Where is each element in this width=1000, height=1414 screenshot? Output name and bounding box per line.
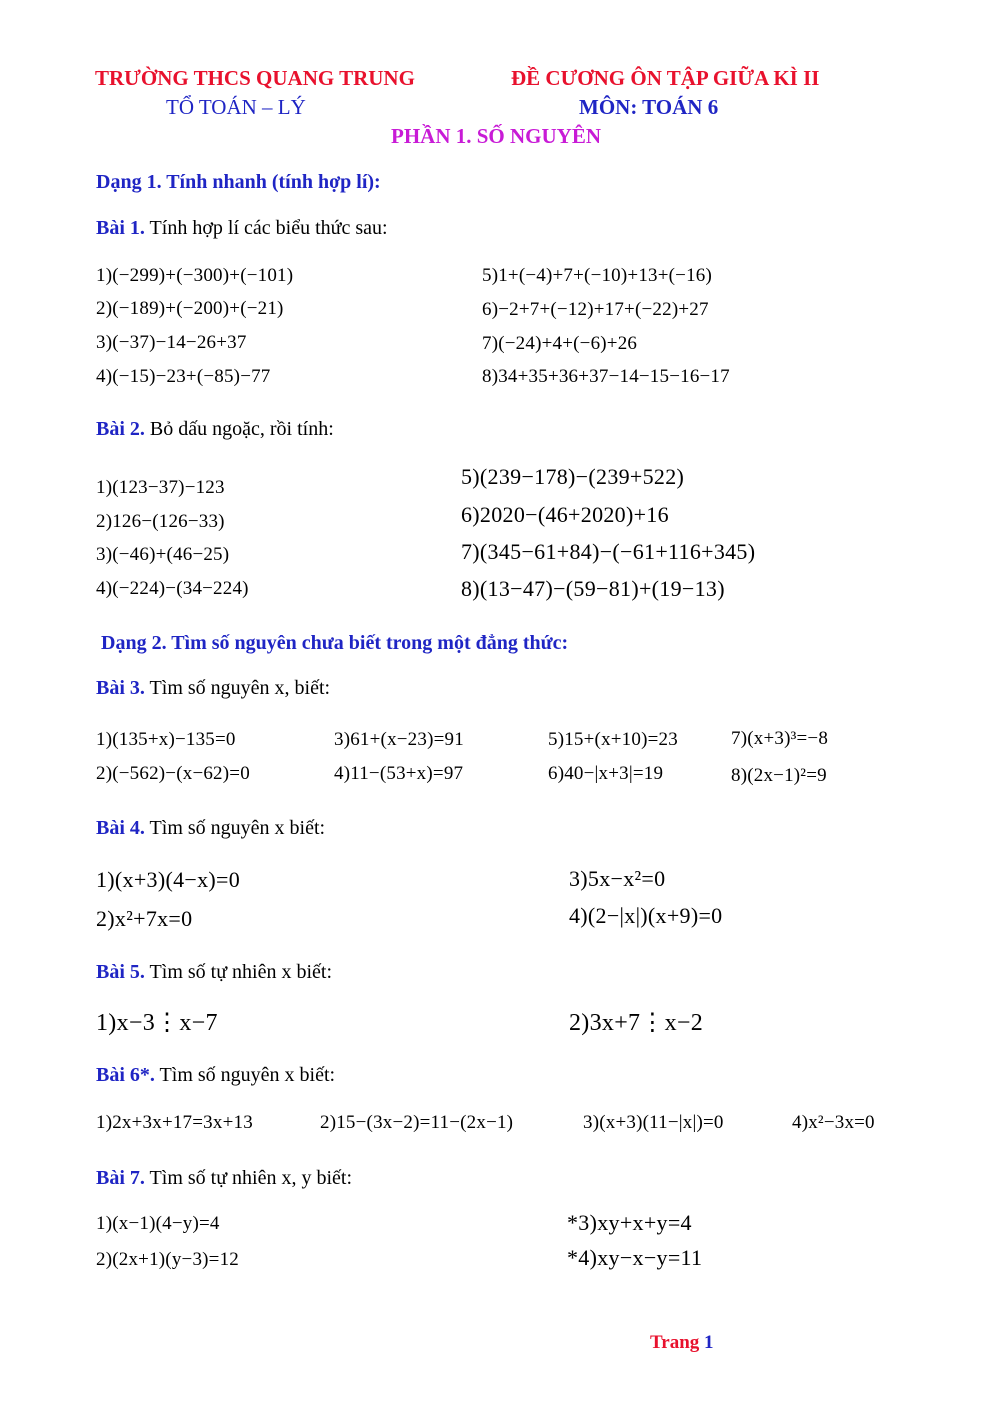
bai6-label: Bài 6*. — [96, 1064, 155, 1086]
bai1-item-5: 5)1+(−4)+7+(−10)+13+(−16) — [482, 265, 713, 286]
page-footer — [650, 1332, 714, 1354]
bai4-item-1: 1)(x+3)(4−x)=0 — [96, 867, 241, 892]
school-name: TRƯỜNG THCS QUANG TRUNG — [95, 66, 415, 90]
bai1-item-6: 6)−2+7+(−12)+17+(−22)+27 — [482, 299, 709, 320]
bai2-item-4: 4)(−224)−(34−224) — [96, 578, 249, 599]
bai6-item-2: 2)15−(3x−2)=11−(2x−1) — [320, 1112, 514, 1133]
bai6-item-3: 3)(x+3)(11−|x|)=0 — [583, 1112, 724, 1133]
bai4-item-2: 2)x²+7x=0 — [96, 906, 193, 931]
bai1-item-2: 2)(−189)+(−200)+(−21) — [96, 298, 284, 319]
bai1-heading — [96, 217, 388, 240]
bai4-item-3: 3)5x−x²=0 — [569, 866, 666, 891]
bai3-item-8: 8)(2x−1)²=9 — [731, 765, 827, 786]
bai3-item-4: 4)11−(53+x)=97 — [334, 763, 464, 784]
bai1-item-3: 3)(−37)−14−26+37 — [96, 332, 247, 353]
bai2-item-3: 3)(−46)+(46−25) — [96, 544, 230, 565]
bai7-item-1: 1)(x−1)(4−y)=4 — [96, 1213, 220, 1234]
bai7-label: Bài 7. — [96, 1167, 145, 1189]
bai2-item-7: 7)(345−61+84)−(−61+116+345) — [461, 539, 756, 564]
bai3-heading — [96, 677, 330, 700]
bai4-heading — [96, 817, 325, 840]
bai1-item-4: 4)(−15)−23+(−85)−77 — [96, 366, 271, 387]
bai3-text: Tìm số nguyên x, biết: — [144, 677, 331, 699]
bai1-item-8: 8)34+35+36+37−14−15−16−17 — [482, 366, 730, 387]
bai6-item-4: 4)x²−3x=0 — [792, 1112, 875, 1133]
bai3-item-3: 3)61+(x−23)=91 — [334, 729, 464, 750]
bai5-label: Bài 5. — [96, 961, 145, 983]
bai2-heading — [96, 418, 334, 441]
bai7-item-3: *3)xy+x+y=4 — [567, 1210, 692, 1235]
bai1-label: Bài 1. — [96, 217, 145, 239]
document-title: ĐỀ CƯƠNG ÔN TẬP GIỮA KÌ II — [511, 66, 820, 90]
bai7-text: Tìm số tự nhiên x, y biết: — [144, 1167, 353, 1189]
subject-name: MÔN: TOÁN 6 — [579, 95, 719, 119]
bai1-item-1: 1)(−299)+(−300)+(−101) — [96, 265, 294, 286]
bai6-heading — [96, 1064, 335, 1087]
bai6-text: Tìm số nguyên x biết: — [154, 1064, 336, 1086]
bai5-heading — [96, 961, 332, 984]
page-word: Trang — [650, 1332, 700, 1353]
bai1-item-7: 7)(−24)+4+(−6)+26 — [482, 333, 638, 354]
bai3-item-6: 6)40−|x+3|=19 — [548, 763, 664, 784]
bai4-label: Bài 4. — [96, 817, 145, 839]
bai2-item-5: 5)(239−178)−(239+522) — [461, 464, 685, 489]
bai2-item-1: 1)(123−37)−123 — [96, 477, 225, 498]
page-number: 1 — [704, 1332, 714, 1353]
bai3-label: Bài 3. — [96, 677, 145, 699]
bai2-text: Bỏ dấu ngoặc, rồi tính: — [144, 418, 334, 440]
department-name: TỔ TOÁN – LÝ — [166, 95, 306, 119]
bai4-item-4: 4)(2−|x|)(x+9)=0 — [569, 903, 723, 928]
bai5-text: Tìm số tự nhiên x biết: — [144, 961, 333, 983]
dang1-title: Dạng 1. Tính nhanh (tính hợp lí): — [96, 171, 381, 193]
bai7-item-2: 2)(2x+1)(y−3)=12 — [96, 1249, 239, 1270]
bai7-item-4: *4)xy−x−y=11 — [567, 1245, 703, 1270]
bai2-item-2: 2)126−(126−33) — [96, 511, 225, 532]
dang2-title: Dạng 2. Tìm số nguyên chưa biết trong một đẳng thức: — [101, 632, 569, 654]
bai3-item-5: 5)15+(x+10)=23 — [548, 729, 678, 750]
bai4-text: Tìm số nguyên x biết: — [144, 817, 326, 839]
bai1-text: Tính hợp lí các biểu thức sau: — [144, 217, 388, 239]
bai5-item-2: 2)3x+7⋮x−2 — [569, 1010, 704, 1036]
bai2-item-6: 6)2020−(46+2020)+16 — [461, 502, 669, 527]
bai2-item-8: 8)(13−47)−(59−81)+(19−13) — [461, 576, 725, 601]
bai5-item-1: 1)x−3⋮x−7 — [96, 1010, 218, 1036]
bai6-item-1: 1)2x+3x+17=3x+13 — [96, 1112, 253, 1133]
bai2-label: Bài 2. — [96, 418, 145, 440]
bai3-item-7: 7)(x+3)³=−8 — [731, 728, 829, 749]
bai7-heading — [96, 1167, 352, 1190]
part-title: PHẦN 1. SỐ NGUYÊN — [391, 124, 602, 148]
bai3-item-2: 2)(−562)−(x−62)=0 — [96, 763, 250, 784]
bai3-item-1: 1)(135+x)−135=0 — [96, 729, 236, 750]
